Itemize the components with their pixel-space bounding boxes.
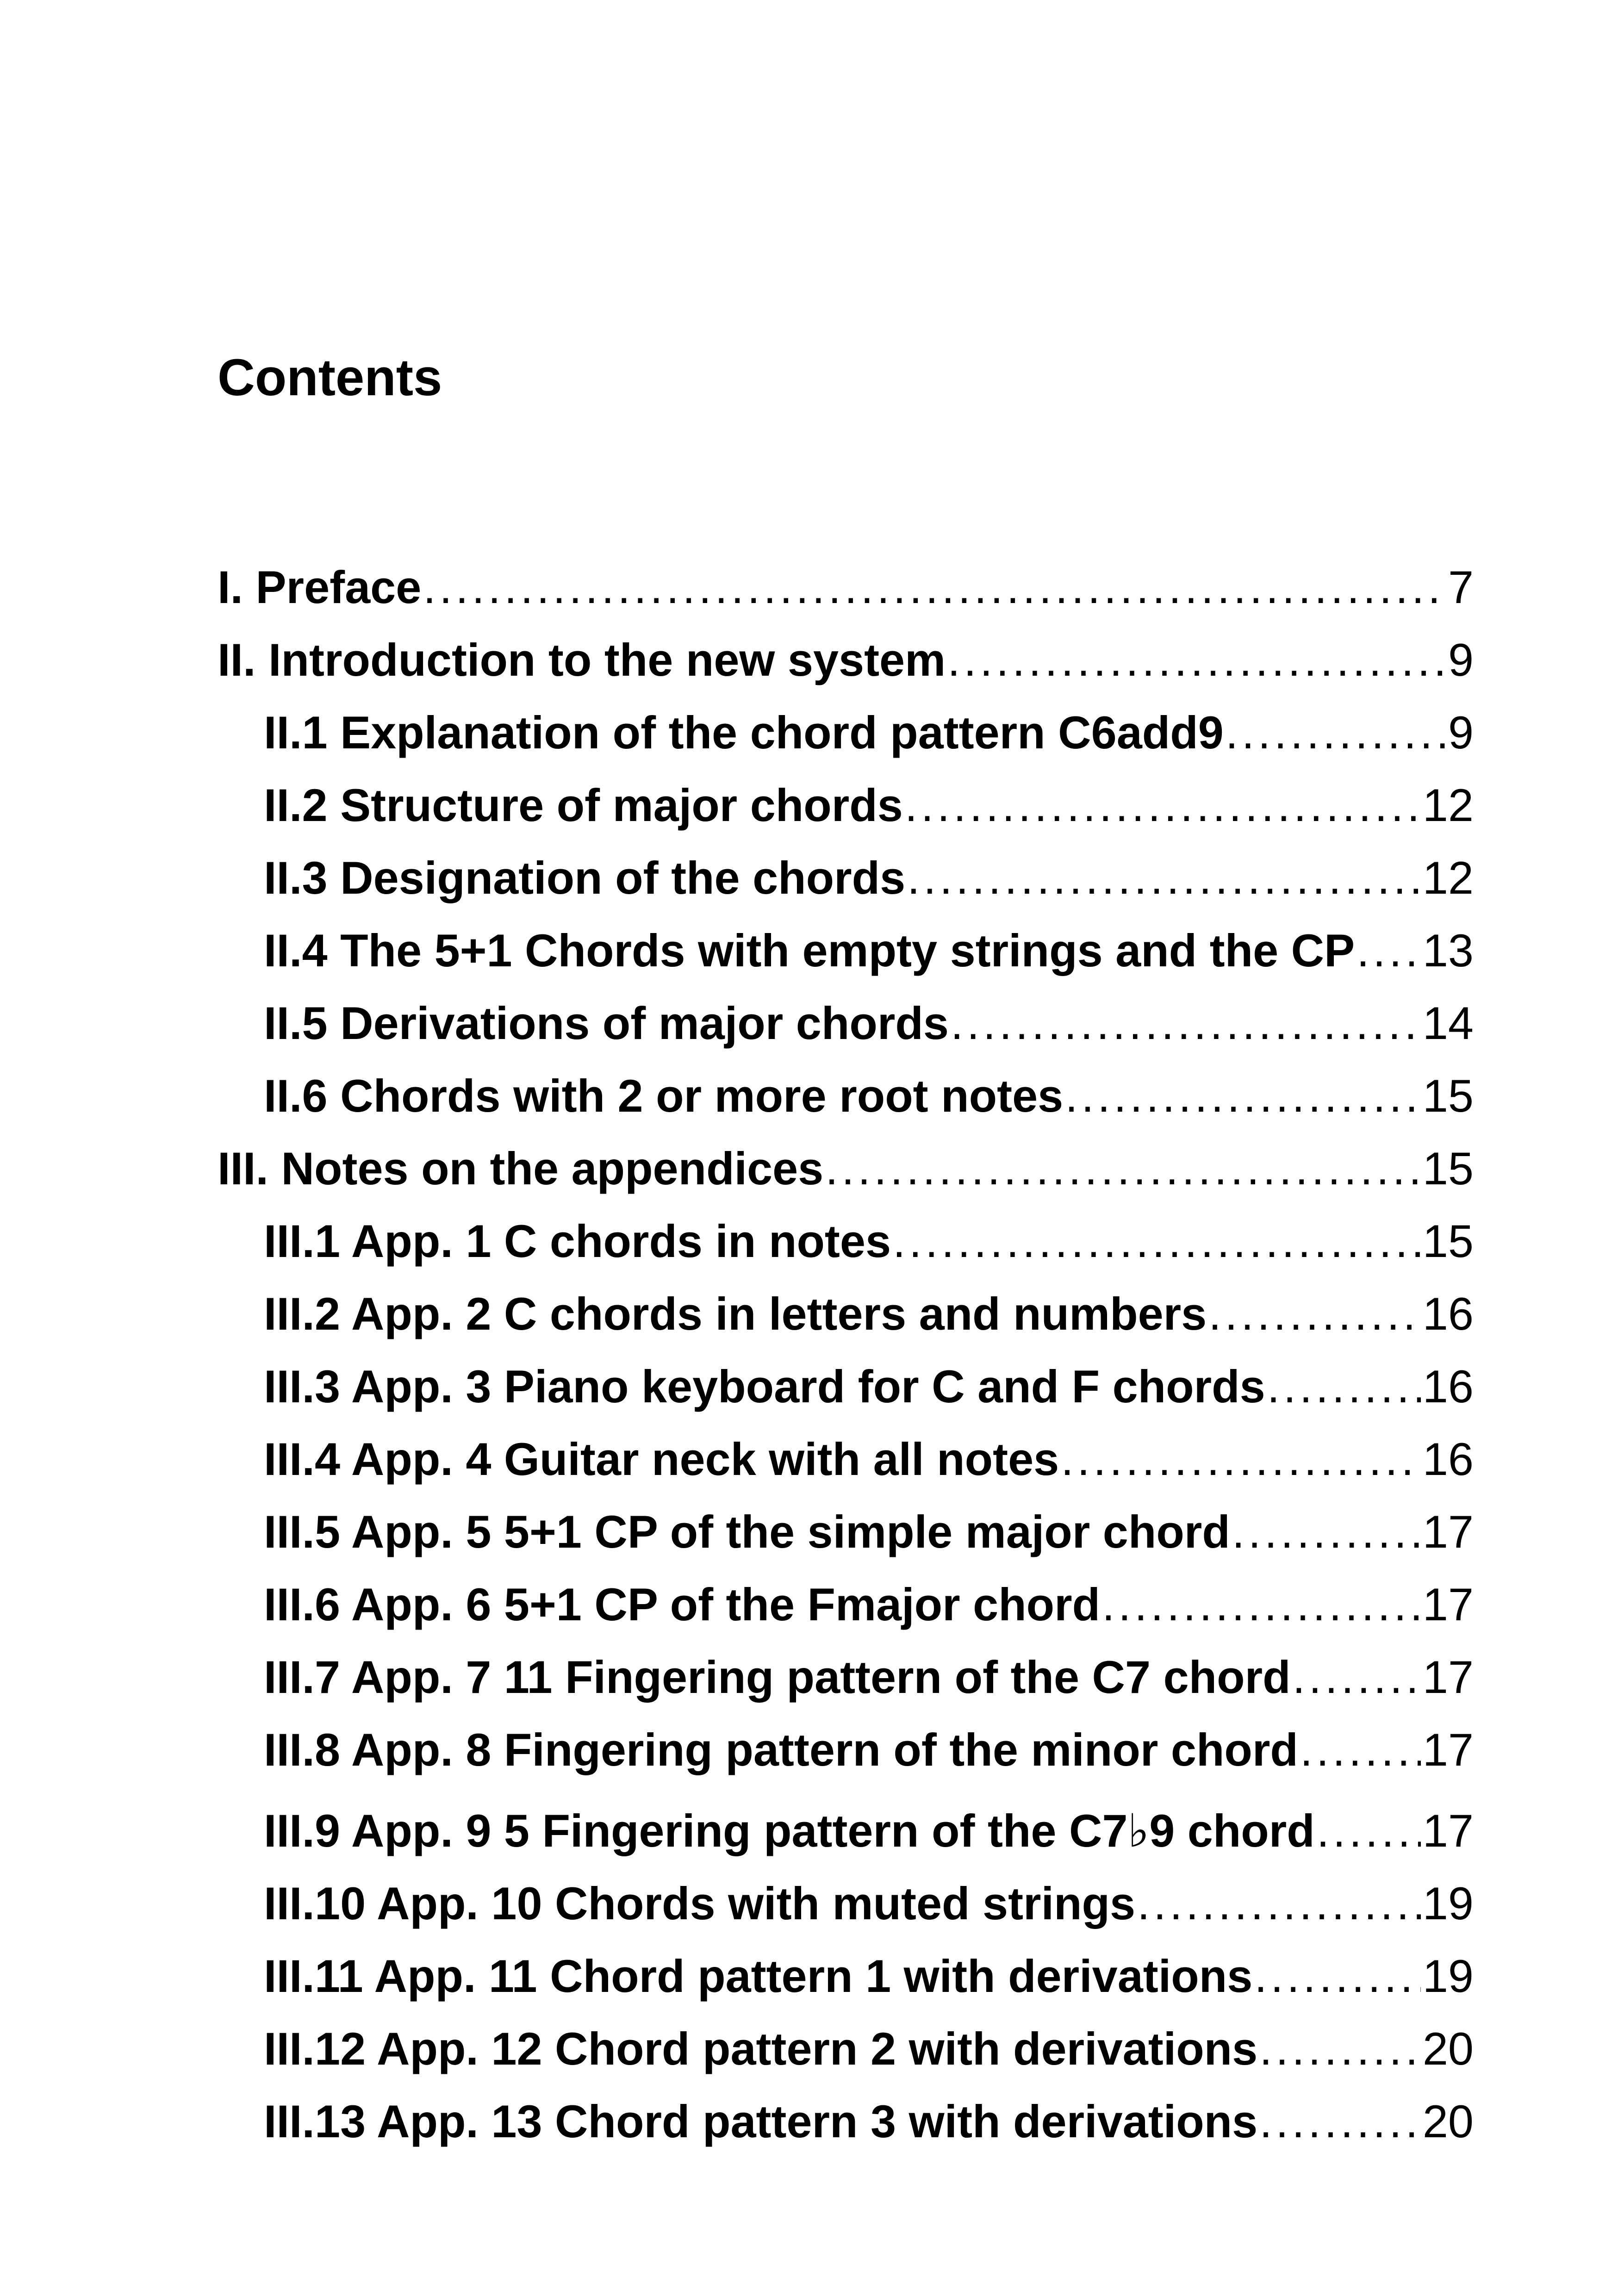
toc-entry[interactable]: [218, 2012, 1474, 2085]
toc-entry-label: III.7 App. 7 11 Fingering pattern of the C7 chord: [264, 1651, 1291, 1703]
toc-entry[interactable]: [218, 987, 1474, 1059]
toc-entry[interactable]: [218, 2085, 1474, 2158]
dot-leader: [907, 841, 1421, 914]
toc-entry-page-number: 20: [1422, 2096, 1474, 2147]
toc-entry-page-number: 12: [1422, 852, 1474, 903]
toc-entry-page-number: 16: [1422, 1433, 1474, 1485]
toc-entry-label: III. Notes on the appendices: [218, 1143, 824, 1194]
toc-entry[interactable]: [218, 1205, 1474, 1277]
toc-entry-page-number: 20: [1422, 2023, 1474, 2074]
toc-entry-label: III.1 App. 1 C chords in notes: [264, 1215, 891, 1267]
toc-entry-label: III.3 App. 3 Piano keyboard for C and F chords: [264, 1361, 1265, 1412]
toc-entry-label: III.13 App. 13 Chord pattern 3 with derivations: [264, 2096, 1258, 2147]
toc-entry-label: III.12 App. 12 Chord pattern 2 with derivations: [264, 2023, 1258, 2074]
toc-entry-page-number: 17: [1422, 1579, 1474, 1630]
dot-leader: [1357, 914, 1421, 987]
toc-entry-page-number: 13: [1422, 925, 1474, 976]
toc-entry[interactable]: [218, 769, 1474, 841]
toc-entry[interactable]: [218, 696, 1474, 769]
dot-leader: [825, 1132, 1421, 1205]
dot-leader: [1232, 1495, 1421, 1568]
toc-entry[interactable]: [218, 1350, 1474, 1423]
dot-leader: [1065, 1059, 1421, 1132]
dot-leader: [1102, 1568, 1421, 1641]
toc-entry[interactable]: [218, 551, 1474, 623]
toc-entry-page-number: 16: [1422, 1361, 1474, 1412]
dot-leader: [1259, 2085, 1421, 2158]
toc-entry-label: II.3 Designation of the chords: [264, 852, 906, 903]
dot-leader: [1061, 1423, 1421, 1495]
toc-entry-label: II.6 Chords with 2 or more root notes: [264, 1070, 1064, 1121]
toc-entry[interactable]: [218, 1132, 1474, 1205]
toc-entry[interactable]: [218, 1713, 1474, 1786]
toc-entry[interactable]: [218, 1867, 1474, 1940]
dot-leader: [947, 623, 1446, 696]
toc-entry-label: II.2 Structure of major chords: [264, 779, 903, 831]
toc-entry[interactable]: [218, 841, 1474, 914]
toc-entry[interactable]: [218, 1794, 1474, 1867]
toc-entry-page-number: 9: [1448, 634, 1474, 685]
toc-entry-page-number: 19: [1422, 1950, 1474, 2002]
toc-entry-label: II.5 Derivations of major chords: [264, 997, 949, 1049]
toc-entry-label: II. Introduction to the new system: [218, 634, 946, 685]
toc-entry-page-number: 17: [1422, 1506, 1474, 1557]
dot-leader: [1208, 1277, 1421, 1350]
toc-entry-page-number: 16: [1422, 1288, 1474, 1339]
toc-entry-label: III.6 App. 6 5+1 CP of the Fmajor chord: [264, 1579, 1101, 1630]
toc-entry[interactable]: [218, 1568, 1474, 1641]
toc-entry-label: III.10 App. 10 Chords with muted strings: [264, 1878, 1136, 1929]
toc-entry-page-number: 17: [1422, 1805, 1474, 1856]
dot-leader: [1293, 1641, 1421, 1713]
toc-entry-label: I. Preface: [218, 561, 422, 613]
toc-entry-label: III.2 App. 2 C chords in letters and numbers: [264, 1288, 1207, 1339]
page-title: Contents: [218, 348, 442, 406]
dot-leader: [1317, 1794, 1421, 1867]
dot-leader: [951, 987, 1421, 1059]
toc-entry-label: III.11 App. 11 Chord pattern 1 with derivations: [264, 1950, 1253, 2002]
toc-entry-label: III.9 App. 9 5 Fingering pattern of the C7♭9 chord: [264, 1805, 1315, 1856]
dot-leader: [1254, 1940, 1421, 2012]
toc-entry[interactable]: [218, 1495, 1474, 1568]
dot-leader: [1259, 2012, 1421, 2085]
table-of-contents: [218, 551, 1474, 2158]
toc-entry[interactable]: [218, 1940, 1474, 2012]
dot-leader: [905, 769, 1421, 841]
toc-entry-page-number: 9: [1448, 707, 1474, 758]
toc-entry-page-number: 17: [1422, 1651, 1474, 1703]
toc-entry-label: II.4 The 5+1 Chords with empty strings and the CP: [264, 925, 1355, 976]
dot-leader: [893, 1205, 1421, 1277]
dot-leader: [1300, 1713, 1421, 1786]
toc-entry-page-number: 15: [1422, 1215, 1474, 1267]
toc-entry[interactable]: [218, 1059, 1474, 1132]
toc-entry[interactable]: [218, 1277, 1474, 1350]
toc-entry-label: III.8 App. 8 Fingering pattern of the minor chord: [264, 1724, 1298, 1775]
toc-entry-page-number: 7: [1448, 561, 1474, 613]
toc-entry[interactable]: [218, 623, 1474, 696]
dot-leader: [1267, 1350, 1421, 1423]
toc-entry-page-number: 15: [1422, 1070, 1474, 1121]
dot-leader: [1226, 696, 1446, 769]
dot-leader: [423, 551, 1446, 623]
toc-entry[interactable]: [218, 1641, 1474, 1713]
toc-entry-label: III.5 App. 5 5+1 CP of the simple major chord: [264, 1506, 1230, 1557]
dot-leader: [1137, 1867, 1421, 1940]
toc-entry-label: III.4 App. 4 Guitar neck with all notes: [264, 1433, 1059, 1485]
toc-entry-page-number: 19: [1422, 1878, 1474, 1929]
toc-entry[interactable]: [218, 1423, 1474, 1495]
toc-entry-page-number: 14: [1422, 997, 1474, 1049]
toc-entry[interactable]: [218, 914, 1474, 987]
toc-entry-page-number: 15: [1422, 1143, 1474, 1194]
toc-entry-page-number: 17: [1422, 1724, 1474, 1775]
toc-entry-label: II.1 Explanation of the chord pattern C6add9: [264, 707, 1224, 758]
toc-entry-page-number: 12: [1422, 779, 1474, 831]
